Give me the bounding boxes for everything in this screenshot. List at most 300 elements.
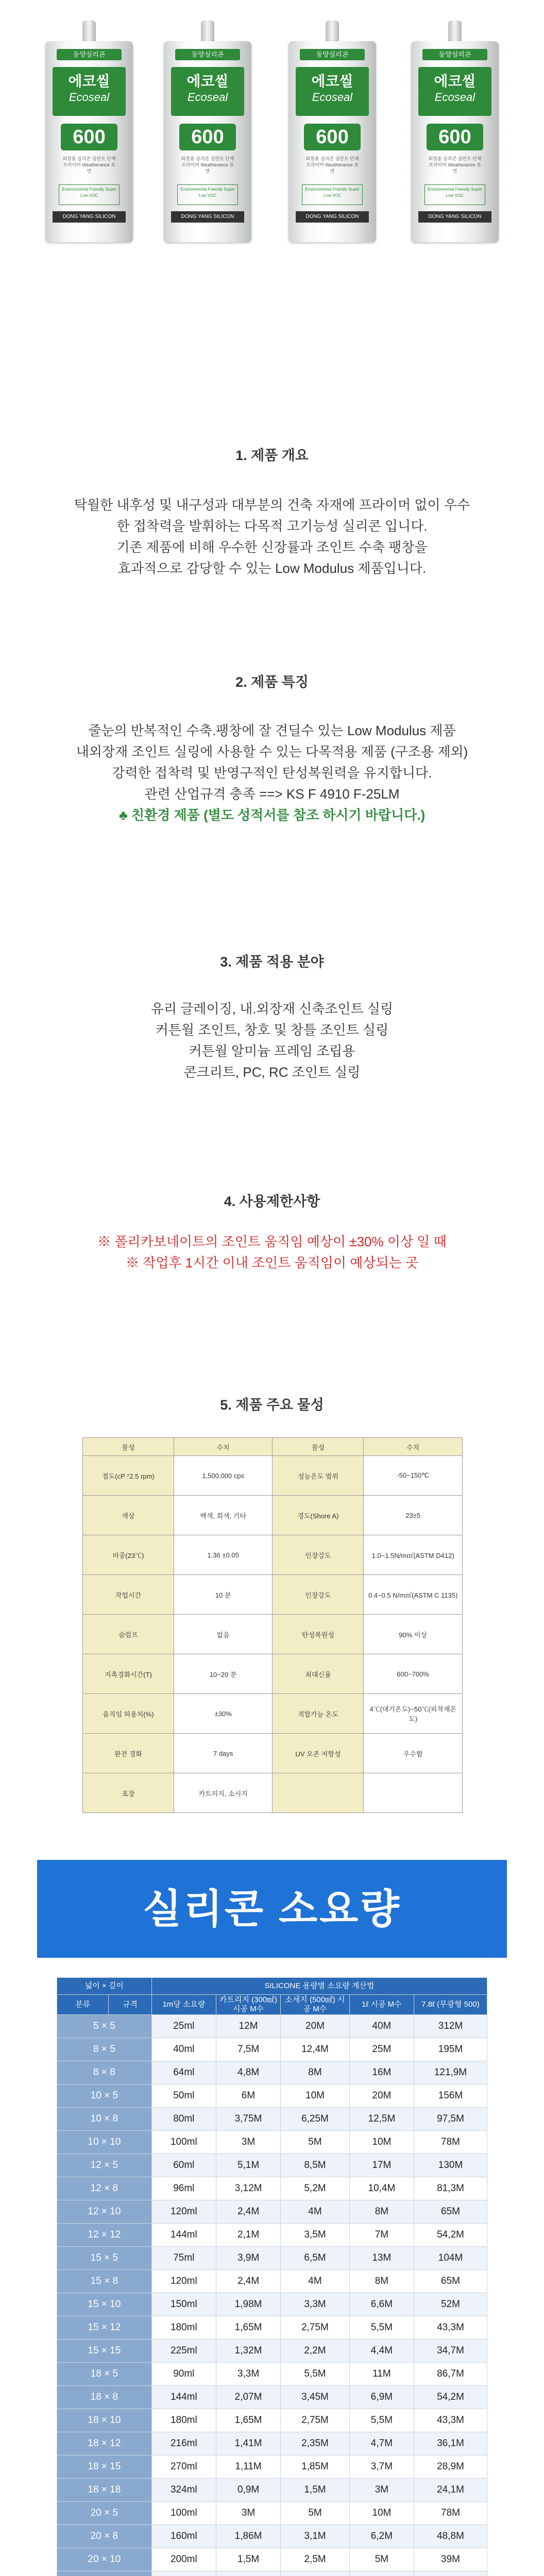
size-cell: 18 × 10: [57, 2409, 152, 2432]
property-value: 10 분: [174, 1575, 273, 1615]
table-header: 수치: [364, 1438, 463, 1456]
value-cell: 1,65M: [216, 2316, 280, 2340]
text-line: 기존 제품에 비해 우수한 신장률과 조인트 수축 팽창을: [116, 539, 428, 555]
table-row: [57, 2386, 487, 2409]
sealant-tube: [45, 21, 133, 242]
section-text-features: [0, 720, 544, 826]
text-line: 유리 글레이징, 내.외장재 신축조인트 실링: [150, 1001, 394, 1016]
properties-table-body: [83, 1456, 463, 1813]
size-cell: 18 × 18: [57, 2479, 152, 2502]
value-cell: 4M: [281, 2200, 350, 2224]
table-row: [57, 2316, 487, 2340]
text-line: ※ 폴리카보네이트의 조인트 움직임 예상이 ±30% 이상 일 때: [97, 1234, 447, 1249]
value-cell: 2,35M: [281, 2432, 350, 2455]
value-cell: 5,5M: [349, 2316, 414, 2340]
size-cell: 18 × 8: [57, 2386, 152, 2409]
value-cell: 2,5M: [281, 2548, 350, 2571]
value-cell: 156M: [414, 2084, 487, 2108]
property-name: 지촉경화시간(T): [83, 1654, 174, 1694]
value-cell: 78M: [414, 2131, 487, 2154]
value-cell: 25ml: [151, 2015, 216, 2038]
value-cell: 65M: [414, 2270, 487, 2293]
header-col: 1m당 소요량: [151, 1995, 216, 2015]
sealant-tube: [411, 21, 499, 242]
value-cell: 54,2M: [414, 2224, 487, 2247]
property-name: 탄성복원성: [273, 1615, 364, 1654]
value-cell: 1,32M: [216, 2340, 280, 2363]
table-row: [57, 2270, 487, 2293]
size-cell: 12 × 12: [57, 2224, 152, 2247]
value-cell: 3M: [216, 2502, 280, 2525]
tube-name-ko: 에코씰: [68, 73, 110, 89]
size-cell: 12 × 8: [57, 2177, 152, 2200]
value-cell: 5,1M: [216, 2154, 280, 2177]
property-name: 경도(Shore A): [273, 1496, 364, 1535]
value-cell: 8M: [349, 2200, 414, 2224]
table-row: [83, 1496, 463, 1535]
value-cell: 120ml: [151, 2270, 216, 2293]
usage-banner: [37, 1860, 507, 1958]
property-value: 1.0~1.5N/m㎡(ASTM D412): [364, 1535, 463, 1575]
sealant-tube: [288, 21, 376, 242]
table-row: [83, 1654, 463, 1694]
property-name: 성능온도 범위: [273, 1456, 364, 1496]
value-cell: 270ml: [151, 2455, 216, 2479]
tube-brand: 동양실리콘: [422, 49, 487, 60]
tube-name-ko: 에코씰: [311, 73, 353, 89]
value-cell: 3,45M: [281, 2386, 350, 2409]
tube-name-en: Ecoseal: [434, 91, 475, 104]
value-cell: 81,3M: [414, 2177, 487, 2200]
value-cell: 24,1M: [414, 2479, 487, 2502]
table-row: [83, 1734, 463, 1773]
tube-name-en: Ecoseal: [312, 91, 353, 104]
value-cell: 200ml: [151, 2548, 216, 2571]
value-cell: 3,75M: [216, 2108, 280, 2131]
text-line: 콘크리트, PC, RC 조인트 실링: [183, 1064, 361, 1080]
value-cell: 12,4M: [281, 2038, 350, 2061]
table-row: [57, 2409, 487, 2432]
value-cell: 97,5M: [414, 2108, 487, 2131]
value-cell: 1,11M: [216, 2455, 280, 2479]
value-cell: 5M: [281, 2502, 350, 2525]
value-cell: 12M: [216, 2015, 280, 2038]
value-cell: 100ml: [151, 2131, 216, 2154]
value-cell: 100ml: [151, 2502, 216, 2525]
property-name: 작업시간: [83, 1575, 174, 1615]
value-cell: 150ml: [151, 2293, 216, 2316]
value-cell: 1,86M: [216, 2525, 280, 2548]
header-col: 1ℓ 시공 M수: [349, 1995, 414, 2015]
value-cell: 130M: [414, 2154, 487, 2177]
property-value: -50~150℃: [364, 1456, 463, 1496]
size-cell: 20 × 10: [57, 2548, 152, 2571]
value-cell: 312M: [414, 2015, 487, 2038]
property-name: 적합가능 온도: [273, 1694, 364, 1734]
value-cell: 6,9M: [349, 2386, 414, 2409]
section-title-overview: 1. 제품 개요: [235, 448, 309, 463]
value-cell: 2,07M: [216, 2386, 280, 2409]
header-col: 7.8ℓ (무광형 500): [414, 1995, 487, 2015]
value-cell: 13M: [349, 2247, 414, 2270]
property-value: 4℃(대기온도)~50℃(피착재온도): [364, 1694, 463, 1734]
value-cell: 1,41M: [216, 2432, 280, 2455]
tube-number: 600: [179, 124, 236, 150]
value-cell: 12,5M: [349, 2108, 414, 2131]
value-cell: 16M: [349, 2061, 414, 2084]
value-cell: 48,8M: [414, 2525, 487, 2548]
value-cell: 144ml: [151, 2224, 216, 2247]
properties-table: [82, 1437, 463, 1813]
value-cell: 78M: [414, 2502, 487, 2525]
tube-badge: Environmental Friendly Super Low VOC: [424, 184, 485, 205]
value-cell: 6M: [216, 2084, 280, 2108]
text-line: 관련 산업규격 충족 ==> KS F 4910 F-25LM: [144, 786, 400, 802]
value-cell: 6,6M: [349, 2293, 414, 2316]
value-cell: 64ml: [151, 2061, 216, 2084]
tube-badge: Environmental Friendly Super Low VOC: [177, 184, 238, 205]
tube-badge: Environmental Friendly Super Low VOC: [302, 184, 363, 205]
value-cell: 2,4M: [216, 2270, 280, 2293]
table-row: [83, 1615, 463, 1654]
tube-maker: DONG YANG SILICON: [418, 211, 491, 223]
header-method: SILICONE 용량별 소요량 계산법: [151, 1978, 487, 1995]
property-name: 슬럼프: [83, 1615, 174, 1654]
value-cell: 180ml: [151, 2409, 216, 2432]
value-cell: 1,5M: [216, 2548, 280, 2571]
tube-desc: 외장용 실리콘 실란트 단체 프라이머 Weatherance 표면: [62, 156, 116, 174]
header-size: 규격: [109, 1995, 152, 2015]
value-cell: 36,1M: [414, 2432, 487, 2455]
table-row: [57, 2154, 487, 2177]
table-row: [57, 2502, 487, 2525]
text-line: 효과적으로 감당할 수 있는 Low Modulus 제품입니다.: [117, 561, 427, 576]
property-value: 없음: [174, 1615, 273, 1654]
value-cell: 10M: [281, 2084, 350, 2108]
value-cell: 2,4M: [216, 2200, 280, 2224]
size-cell: 15 × 10: [57, 2293, 152, 2316]
section-title-properties: 5. 제품 주요 물성: [220, 1397, 324, 1413]
value-cell: 2,75M: [281, 2409, 350, 2432]
property-value: 23±5: [364, 1496, 463, 1535]
value-cell: 40M: [349, 2015, 414, 2038]
size-cell: 10 × 10: [57, 2131, 152, 2154]
value-cell: 34,7M: [414, 2340, 487, 2363]
tube-desc: 외장용 실리콘 실란트 단체 프라이머 Weatherance 표면: [181, 156, 234, 174]
tube-name-en: Ecoseal: [187, 91, 228, 104]
value-cell: 90ml: [151, 2363, 216, 2386]
table-row: [57, 2224, 487, 2247]
text-line: 탁월한 내후성 및 내구성과 대부분의 건축 자재에 프라이머 없이 우수: [74, 497, 470, 513]
table-header: 수치: [174, 1438, 273, 1456]
value-cell: 4M: [281, 2270, 350, 2293]
value-cell: 43,3M: [414, 2409, 487, 2432]
value-cell: 5,2M: [281, 2177, 350, 2200]
size-cell: 10 × 8: [57, 2108, 152, 2131]
value-cell: 1,85M: [281, 2455, 350, 2479]
text-line: 한 접착력을 발휘하는 다목적 고기능성 실리콘 입니다.: [116, 518, 428, 534]
size-cell: 20 × 8: [57, 2525, 152, 2548]
value-cell: 160ml: [151, 2525, 216, 2548]
value-cell: [281, 2571, 350, 2576]
size-cell: 10 × 5: [57, 2084, 152, 2108]
value-cell: 3,9M: [216, 2247, 280, 2270]
value-cell: 3,12M: [216, 2177, 280, 2200]
table-row: [57, 2015, 487, 2038]
table-row: [57, 2200, 487, 2224]
value-cell: 10M: [349, 2502, 414, 2525]
value-cell: 11M: [349, 2363, 414, 2386]
value-cell: 7,5M: [216, 2038, 280, 2061]
value-cell: [151, 2571, 216, 2576]
section-title-applications: 3. 제품 적용 분야: [220, 954, 324, 970]
tube-brand: 동양실리콘: [300, 49, 365, 60]
value-cell: [216, 2571, 280, 2576]
header-label: 분류: [57, 1995, 109, 2015]
tube-number: 600: [304, 124, 361, 150]
section-title-restrictions: 4. 사용제한사항: [224, 1194, 320, 1209]
size-cell: 18 × 5: [57, 2363, 152, 2386]
property-name: 비중(23℃): [83, 1535, 174, 1575]
value-cell: 28,9M: [414, 2455, 487, 2479]
header-dimension: 넓이 × 깊이: [57, 1978, 152, 1995]
value-cell: 3,3M: [281, 2293, 350, 2316]
property-name: UV 오존 저항성: [273, 1734, 364, 1773]
value-cell: 8M: [281, 2061, 350, 2084]
text-line: 커튼월 알미늄 프레임 조립용: [189, 1043, 355, 1059]
value-cell: 65M: [414, 2200, 487, 2224]
size-cell: 18 × 15: [57, 2455, 152, 2479]
tube-desc: 외장용 실리콘 실란트 단체 프라이머 Weatherance 표면: [428, 156, 482, 174]
value-cell: 10M: [349, 2131, 414, 2154]
value-cell: 50ml: [151, 2084, 216, 2108]
table-header: 물성: [273, 1438, 364, 1456]
table-row: [57, 2479, 487, 2502]
value-cell: 86,7M: [414, 2363, 487, 2386]
value-cell: 3,7M: [349, 2455, 414, 2479]
value-cell: 1,98M: [216, 2293, 280, 2316]
header-col: 카트리지 (300㎖) 시공 M수: [216, 1995, 280, 2015]
text-line: 내외장재 조인트 실링에 사용할 수 있는 다목적용 제품 (구조용 제외): [76, 744, 468, 759]
size-cell: [57, 2571, 152, 2576]
text-line: 줄눈의 반복적인 수축.팽창에 잘 견딜수 있는 Low Modulus 제품: [88, 723, 456, 738]
property-name: 인장강도: [273, 1575, 364, 1615]
size-cell: 15 × 8: [57, 2270, 152, 2293]
text-line: ※ 작업후 1시간 이내 조인트 움직임이 예상되는 곳: [125, 1255, 419, 1270]
size-cell: 15 × 5: [57, 2247, 152, 2270]
eco-note: ♣ 친환경 제품 (별도 성적서를 참조 하시기 바랍니다.): [118, 807, 426, 823]
value-cell: 5,5M: [349, 2409, 414, 2432]
usage-table-body: [57, 2015, 487, 2576]
value-cell: 40ml: [151, 2038, 216, 2061]
table-row: [83, 1535, 463, 1575]
table-row: [57, 2131, 487, 2154]
value-cell: 195M: [414, 2038, 487, 2061]
table-row: [57, 2177, 487, 2200]
value-cell: 60ml: [151, 2154, 216, 2177]
value-cell: 5M: [349, 2548, 414, 2571]
value-cell: 5M: [281, 2131, 350, 2154]
table-row: [83, 1773, 463, 1813]
value-cell: 43,3M: [414, 2316, 487, 2340]
value-cell: 17M: [349, 2154, 414, 2177]
value-cell: 104M: [414, 2247, 487, 2270]
sealant-tube: [164, 21, 251, 242]
value-cell: 75ml: [151, 2247, 216, 2270]
section-title-features: 2. 제품 특징: [235, 674, 309, 690]
tube-number: 600: [427, 124, 483, 150]
value-cell: 3M: [349, 2479, 414, 2502]
size-cell: 18 × 12: [57, 2432, 152, 2455]
property-value: 90% 이상: [364, 1615, 463, 1654]
tube-name: [53, 67, 126, 116]
tube-badge: Environmental Friendly Super Low VOC: [59, 184, 120, 205]
section-text-restrictions: [0, 1231, 544, 1274]
size-cell: 15 × 12: [57, 2316, 152, 2340]
value-cell: 4,4M: [349, 2340, 414, 2363]
table-header: 물성: [83, 1438, 174, 1456]
tube-name: [296, 67, 369, 116]
table-row: [57, 2247, 487, 2270]
value-cell: 1,65M: [216, 2409, 280, 2432]
size-cell: 20 × 5: [57, 2502, 152, 2525]
table-row: [57, 2455, 487, 2479]
table-row: [57, 2548, 487, 2571]
property-name: [273, 1773, 364, 1813]
property-name: 움직임 허용치(%): [83, 1694, 174, 1734]
tube-name-en: Ecoseal: [69, 91, 110, 104]
product-photo: [0, 0, 544, 252]
size-cell: 12 × 10: [57, 2200, 152, 2224]
property-value: 1,500,000 cps: [174, 1456, 273, 1496]
value-cell: 6,5M: [281, 2247, 350, 2270]
section-text-overview: [0, 495, 544, 579]
property-value: 10~20 분: [174, 1654, 273, 1694]
value-cell: 96ml: [151, 2177, 216, 2200]
usage-table: [57, 1977, 487, 2576]
value-cell: 3,1M: [281, 2525, 350, 2548]
value-cell: 7M: [349, 2224, 414, 2247]
table-row: [57, 2108, 487, 2131]
tube-name-ko: 에코씰: [434, 73, 476, 89]
table-row: [83, 1456, 463, 1496]
value-cell: 3,3M: [216, 2363, 280, 2386]
size-cell: 8 × 5: [57, 2038, 152, 2061]
property-name: 최대신율: [273, 1654, 364, 1694]
value-cell: 6,2M: [349, 2525, 414, 2548]
table-row: [57, 2571, 487, 2576]
value-cell: 5,5M: [281, 2363, 350, 2386]
table-row: [57, 2340, 487, 2363]
table-row: [57, 2061, 487, 2084]
banner-title: 실리콘 소요량: [143, 1886, 401, 1931]
value-cell: 2,2M: [281, 2340, 350, 2363]
tube-number: 600: [61, 124, 117, 150]
table-row: [57, 2363, 487, 2386]
value-cell: 2,1M: [216, 2224, 280, 2247]
property-value: 600~700%: [364, 1654, 463, 1694]
value-cell: 180ml: [151, 2316, 216, 2340]
value-cell: [349, 2571, 414, 2576]
value-cell: 8M: [349, 2270, 414, 2293]
text-line: 강력한 접착력 및 반영구적인 탄성복원력을 유지합니다.: [112, 765, 432, 781]
property-value: [364, 1773, 463, 1813]
value-cell: 20M: [349, 2084, 414, 2108]
property-value: 0.4~0.5 N/m㎡(ASTM C 1135): [364, 1575, 463, 1615]
size-cell: 8 × 8: [57, 2061, 152, 2084]
tube-desc: 외장용 실리콘 실란트 단체 프라이머 Weatherance 표면: [305, 156, 359, 174]
header-col: 소세지 (500㎖) 시공 M수: [281, 1995, 350, 2015]
table-row: [57, 2038, 487, 2061]
table-row: [57, 2084, 487, 2108]
table-row: [83, 1694, 463, 1734]
property-name: 포장: [83, 1773, 174, 1813]
tube-maker: DONG YANG SILICON: [53, 211, 126, 223]
text-line: 커튼월 조인트, 창호 및 창틀 조인트 실링: [155, 1022, 389, 1038]
section-text-applications: [0, 998, 544, 1083]
table-row: [57, 2293, 487, 2316]
value-cell: 52M: [414, 2293, 487, 2316]
value-cell: 80ml: [151, 2108, 216, 2131]
property-value: 카트리지, 소시지: [174, 1773, 273, 1813]
value-cell: 0,9M: [216, 2479, 280, 2502]
value-cell: 121,9M: [414, 2061, 487, 2084]
property-name: 색상: [83, 1496, 174, 1535]
property-value: 백색, 회색, 기타: [174, 1496, 273, 1535]
value-cell: 324ml: [151, 2479, 216, 2502]
value-cell: 120ml: [151, 2200, 216, 2224]
property-value: 1.36 ±0.05: [174, 1535, 273, 1575]
value-cell: 25M: [349, 2038, 414, 2061]
value-cell: 4,8M: [216, 2061, 280, 2084]
property-name: 완전 경화: [83, 1734, 174, 1773]
value-cell: 3,5M: [281, 2224, 350, 2247]
value-cell: 54,2M: [414, 2386, 487, 2409]
value-cell: 6,25M: [281, 2108, 350, 2131]
table-row: [57, 2525, 487, 2548]
value-cell: 1,5M: [281, 2479, 350, 2502]
value-cell: 3M: [216, 2131, 280, 2154]
value-cell: 225ml: [151, 2340, 216, 2363]
property-value: 우수함: [364, 1734, 463, 1773]
property-value: ±30%: [174, 1694, 273, 1734]
value-cell: 10,4M: [349, 2177, 414, 2200]
size-cell: 12 × 5: [57, 2154, 152, 2177]
size-cell: 15 × 15: [57, 2340, 152, 2363]
value-cell: [414, 2571, 487, 2576]
tube-brand: 동양실리콘: [175, 49, 240, 60]
tube-maker: DONG YANG SILICON: [296, 211, 369, 223]
size-cell: 5 × 5: [57, 2015, 152, 2038]
tube-brand: 동양실리콘: [57, 49, 122, 60]
tube-name: [418, 67, 491, 116]
value-cell: 8,5M: [281, 2154, 350, 2177]
property-value: 7 days: [174, 1734, 273, 1773]
table-row: [83, 1575, 463, 1615]
value-cell: 216ml: [151, 2432, 216, 2455]
tube-name-ko: 에코씰: [186, 73, 229, 89]
value-cell: 2,75M: [281, 2316, 350, 2340]
tube-name: [171, 67, 244, 116]
property-name: 점도(cP °2.5 rpm): [83, 1456, 174, 1496]
value-cell: 39M: [414, 2548, 487, 2571]
value-cell: 4,7M: [349, 2432, 414, 2455]
table-row: [57, 2432, 487, 2455]
property-name: 인장강도: [273, 1535, 364, 1575]
value-cell: 144ml: [151, 2386, 216, 2409]
value-cell: 20M: [281, 2015, 350, 2038]
tube-maker: DONG YANG SILICON: [171, 211, 244, 223]
